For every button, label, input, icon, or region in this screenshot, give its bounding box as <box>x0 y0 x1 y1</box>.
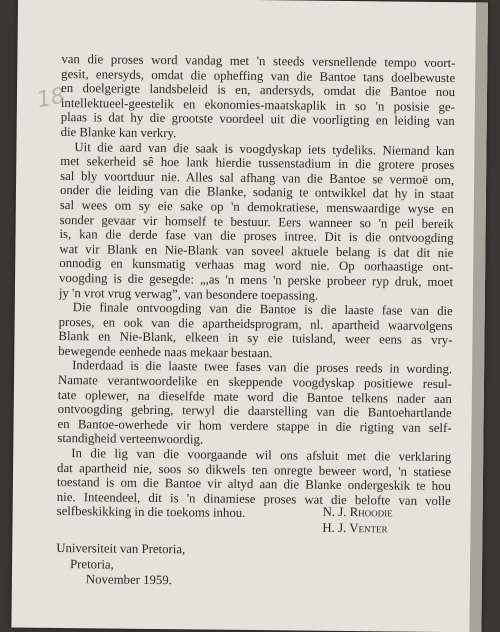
text-line: onder die leiding van die Blanke, sodanig te ontwikkel dat hy in staat <box>59 183 455 202</box>
text-line: sonder gevaar vir homself te bestuur. Eers wanneer so 'n peil bereik <box>59 212 454 231</box>
text-line: Blank en Nie-Blank, elkeen in sy eie tuisland, weer eens as vry- <box>58 329 453 348</box>
text-line: jy 'n vrot vrug verwag”, van besondere toepassing. <box>58 285 319 303</box>
text-line: plaas is dat hy die grootste voordeel uit die voorligting en leiding van <box>60 110 455 129</box>
text-line: onnodig en kunsmatig verhaas mag word nie. Op oorhaastige ont- <box>59 256 454 275</box>
text-line: Die finale ontvoogding van die Bantoe is die laaste fase van die <box>72 300 453 319</box>
paragraph <box>59 140 455 305</box>
signature-block <box>322 504 392 537</box>
paragraph <box>57 358 452 450</box>
text-line: is, kan die derde fase van die proses intree. Dit is die ontvoogding <box>59 227 454 246</box>
text-line: nie. Inteendeel, dit is 'n dinamiese proses wat die belofte van volle <box>56 489 451 508</box>
page-edge <box>469 2 488 632</box>
text-line: toestand is om die Bantoe vir altyd aan die Blanke ondergeskik te hou <box>56 475 451 494</box>
text-line: wat vir Blank en Nie-Blank van soveel aktuele belang is dat dit nie <box>59 241 454 260</box>
text-line: dat apartheid nie, soos so dikwels ten onregte beweer word, 'n statiese <box>57 460 452 479</box>
text-line: intellektueel-geestelik en ekonomies-maatskaplik in so 'n posisie ge- <box>60 95 455 114</box>
text-line: sal bly voortduur nie. Alles sal afhang van die Bantoe se vermoë om, <box>60 168 455 187</box>
text-line: Uit die aard van die saak is voogdyskap iets tydeliks. Niemand kan <box>74 139 455 158</box>
text-line: Inderdaad is die laaste twee fases van die proses reeds in wording. <box>72 358 453 377</box>
paragraph <box>58 300 453 362</box>
university-line: Universiteit van Pretoria, <box>56 540 186 557</box>
text-line: met sekerheid sê hoe lank hierdie tussenstadium in die grotere proses <box>60 154 455 173</box>
city-line: Pretoria, <box>70 556 114 572</box>
text-line: en doelgerigte landsbeleid is en, andersyds, omdat die Bantoe nou <box>60 81 456 100</box>
text-line: die Blanke kan verkry. <box>60 124 177 141</box>
text-line: selfbeskikking in die toekoms inhou. <box>56 504 246 521</box>
text-line: proses, en ook van die apartheidsprogram, nl. apartheid waarvolgens <box>58 314 453 333</box>
author-name: H. J. Venter <box>322 520 388 536</box>
text-line: sal wees om sy eie sake op 'n demokratiese, menswaardige wyse en <box>59 197 454 217</box>
text-line: en Bantoe-owerhede vir hom verdere stappe in die rigting van self- <box>57 416 452 435</box>
text-line: voogding is die gesegde: „,as 'n mens 'n perske probeer ryp druk, moet <box>59 270 454 290</box>
text-line: In die lig van die voorgaande wil ons afsluit met die verklaring <box>71 446 452 465</box>
book-page <box>11 0 488 632</box>
text-line: standigheid verteenwoordig. <box>57 431 204 447</box>
text-line: van die proses word vandag met 'n steeds versnellende tempo voort- <box>61 51 456 71</box>
author-name: N. J. Rhoodie <box>322 504 393 520</box>
paragraph <box>61 52 456 144</box>
text-line: tate oplewer, na dieselfde mate word die Bantoe telkens nader aan <box>57 387 452 406</box>
pencil-margin-note: 18 <box>34 83 68 114</box>
text-line: Namate verantwoordelike en skeppende voogdyskap positiewe resul- <box>57 373 453 392</box>
text-line: gesit, enersyds, omdat die opheffing van die Bantoe tans doelbewuste <box>61 66 456 85</box>
place-date-block <box>56 541 185 589</box>
text-line: bewegende eenhede naas mekaar bestaan. <box>58 343 273 361</box>
date-line: November 1959. <box>85 572 173 588</box>
text-line: ontvoogding gebring, terwyl die daarstelling van die Bantoehartlande <box>57 402 452 421</box>
body-text <box>57 52 456 523</box>
